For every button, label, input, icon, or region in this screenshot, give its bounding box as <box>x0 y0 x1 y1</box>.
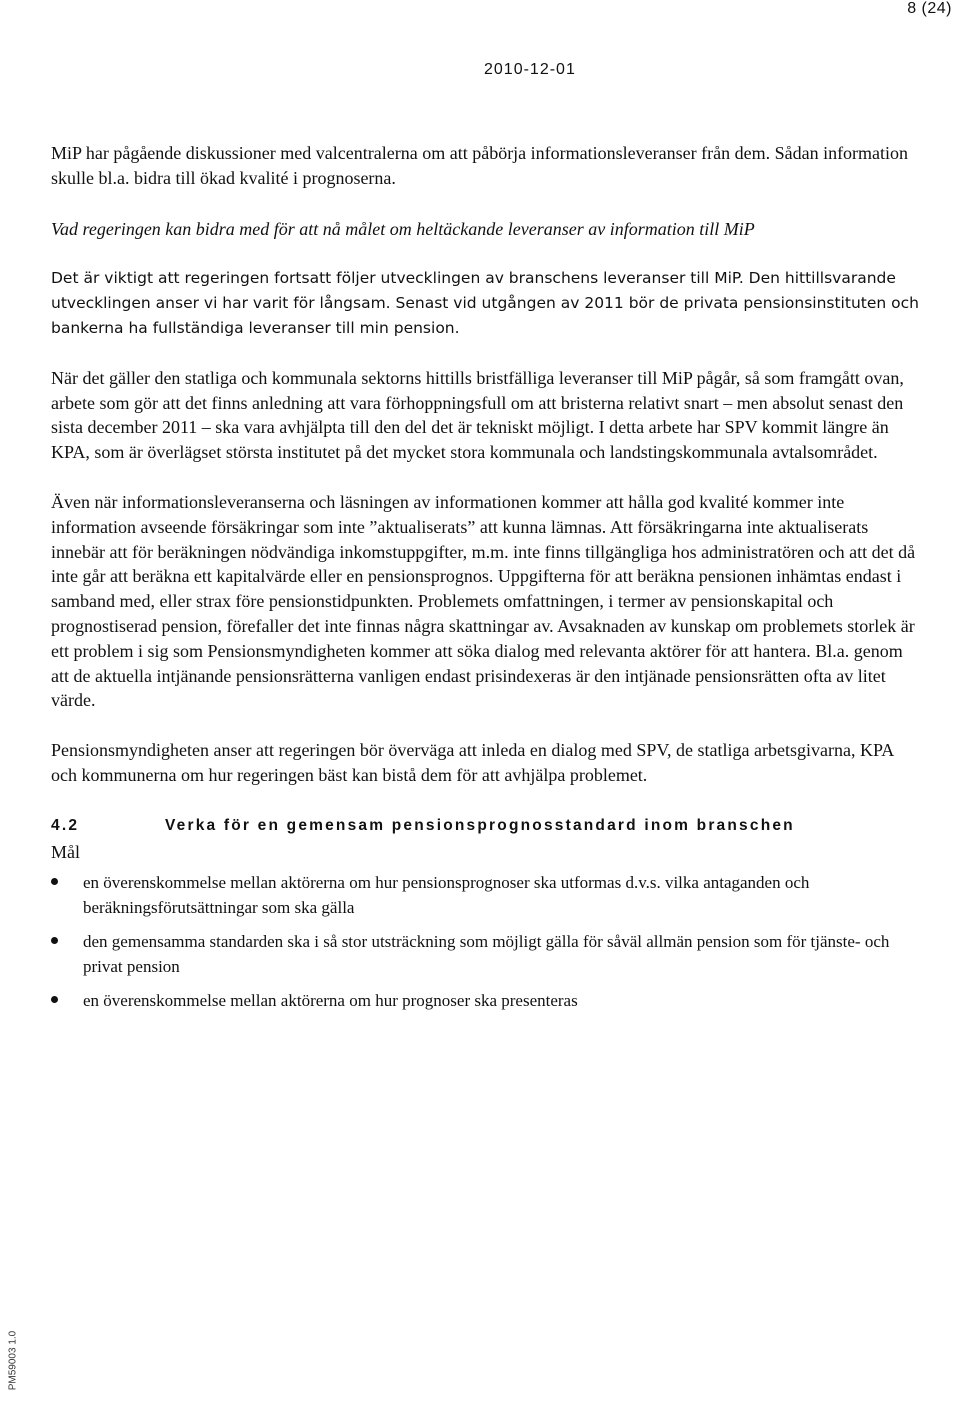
paragraph-mip-discussions: MiP har pågående diskussioner med valcentralerna om att påbörja informationsleveranser från dem. Sådan information skulle bl.a. bidra till ökad kvalité i prognoserna. <box>51 143 909 188</box>
list-item-text: en överenskommelse mellan aktörerna om hur pensionsprognoser ska utformas d.v.s. vilka antaganden och beräkningsförutsättningar som ska gälla <box>83 873 810 918</box>
section-number: 4.2 <box>51 816 80 834</box>
document-date: 2010-12-01 <box>484 61 576 78</box>
paragraph-recommendation: Pensionsmyndigheten anser att regeringen bör överväga att inleda en dialog med SPV, de statliga arbetsgivarna, KPA och kommunerna om hur regeringen bäst kan bistå dem för att avhjälpa problemet. <box>51 740 894 785</box>
paragraph-public-sector: När det gäller den statliga och kommunala sektorns hittills bristfälliga leveranser till MiP pågår, så som framgått ovan, arbete som gör att det finns anledning att vara förhoppningsfull om att bristerna relativt snart – men absolut senast den sista december 2011 – ska vara avhjälpta till den del det är tekniskt möjligt. I detta arbete har SPV kommit längre än KPA, som är överlägset största institutet på det mycket stora kommunala och landstingskommunala avtalsområdet. <box>51 367 904 463</box>
italic-subheading: Vad regeringen kan bidra med för att nå målet om heltäckande leveranser av information till MiP <box>51 218 755 239</box>
bullet-icon <box>51 937 58 944</box>
section-heading <box>51 814 921 839</box>
paragraph-information-quality: Även när informationsleveranserna och läsningen av informationen kommer att hålla god kvalité kommer inte information avseende försäkringar som inte ”aktualiserats” att kunna lämnas. Att försäkringarna inte aktualiserats innebär att för beräkningen nödvändiga inkomstuppgifter, m.m. inte finns tillgängliga hos administratören och att det då inte går att beräkna ett kapitalvärde eller en pensionsprognos. Uppgifterna för att beräkna pensionen inhämtas endast i samband med, eller strax före pensionstidpunkten. Problemets omfattningen, i termer av pensionskapital och prognostiserad pension, förefaller det inte finnas några skattningar av. Avsaknaden av kunskap om problemets storlek är ett problem i sig som Pensionsmyndigheten kommer att söka dialog med relevanta aktörer för att hantera. Bl.a. genom att de aktuella intjänande pensionsrätterna vanligen endast prisindexeras är den intjänade pensionsrätten ofta av litet värde. <box>51 491 916 711</box>
goal-subheading: Mål <box>51 842 80 863</box>
paragraph-government-follow-up: Det är viktigt att regeringen fortsatt följer utvecklingen av branschens leveranser till MiP. Den hittillsvarande utvecklingen anser vi har varit för långsam. Senast vid utgången av 2011 bör de privata pensionsinstituten och bankerna ha fullständiga leveranser till min pension. <box>51 269 919 337</box>
list-item <box>51 929 921 979</box>
document-code: PM59003 1.0 <box>7 1330 19 1391</box>
goal-list <box>51 870 921 1013</box>
list-item-text: en överenskommelse mellan aktörerna om hur prognoser ska presenteras <box>83 991 578 1011</box>
section-title: Verka för en gemensam pensionsprognosstandard inom branschen <box>165 816 795 834</box>
page-number: 8 (24) <box>907 0 952 17</box>
list-item <box>51 988 921 1013</box>
bullet-icon <box>51 878 58 885</box>
document-body <box>51 141 921 1022</box>
list-item-text: den gemensamma standarden ska i så stor utsträckning som möjligt gälla för såväl allmän pension som för tjänste- och privat pension <box>83 932 890 977</box>
bullet-icon <box>51 996 58 1003</box>
list-item <box>51 870 921 920</box>
